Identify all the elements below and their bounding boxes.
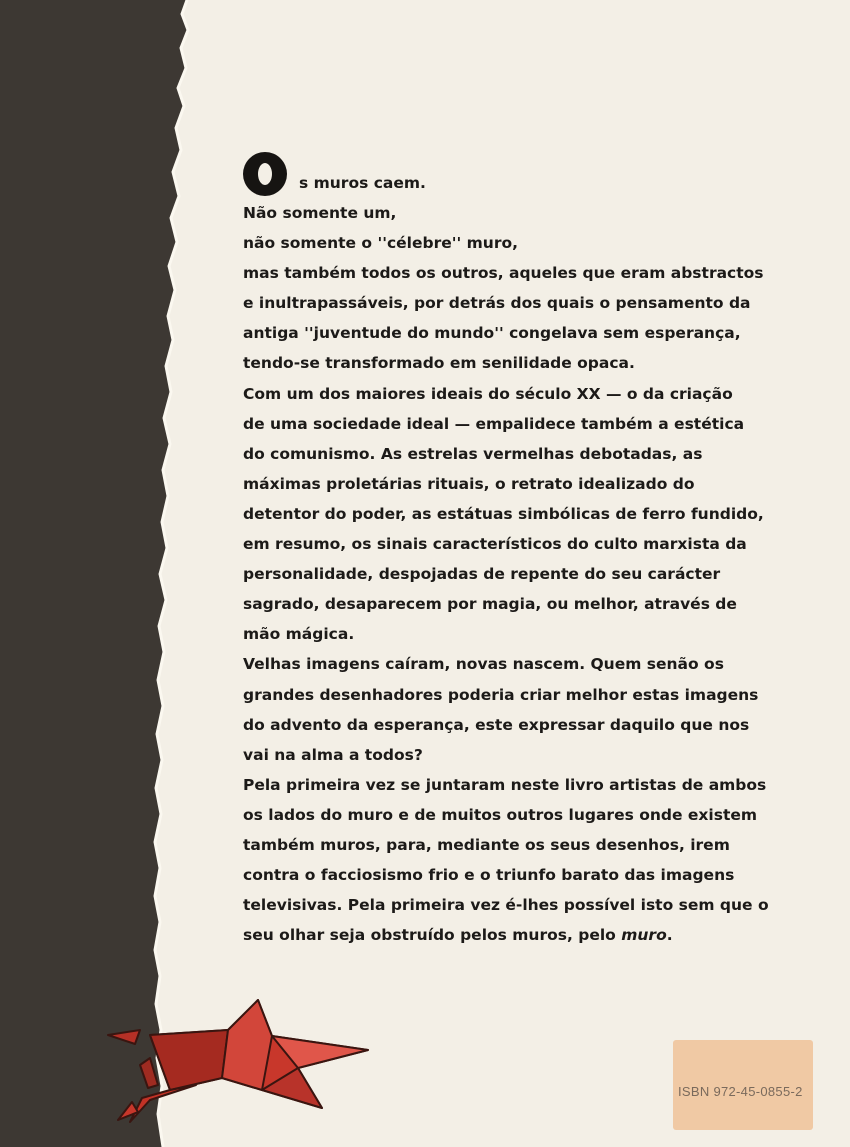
paragraph-lines (243, 198, 823, 920)
italic-muro: muro (621, 926, 667, 945)
text-line: personalidade, despojadas de repente do seu carácter (243, 565, 721, 584)
text-line: detentor do poder, as estátuas simbólicas de ferro fundido, (243, 504, 764, 523)
text-line: também muros, para, mediante os seus desenhos, irem (243, 835, 730, 854)
text-line: vai na alma a todos? (243, 745, 423, 764)
text-line: não somente o ''célebre'' muro, (243, 234, 518, 253)
text-line: mão mágica. (243, 625, 355, 644)
text-line: do comunismo. As estrelas vermelhas debotadas, as (243, 444, 703, 463)
text-line: de uma sociedade ideal — empalidece também a estética (243, 414, 745, 433)
text-line: máximas proletárias rituais, o retrato idealizado do (243, 474, 695, 493)
text-line: Velhas imagens caíram, novas nascem. Quem senão os (243, 655, 724, 674)
text-line: do advento da esperança, este expressar daquilo que nos (243, 715, 750, 734)
text-line: mas também todos os outros, aqueles que eram abstractos (243, 264, 764, 283)
text-line: Pela primeira vez se juntaram neste livro artistas de ambos (243, 775, 767, 794)
body-text (243, 140, 823, 950)
text-line: televisivas. Pela primeira vez é-lhes possível isto sem que o (243, 896, 769, 915)
text-line: os lados do muro e de muitos outros lugares onde existem (243, 805, 758, 824)
first-line-text: s muros caem. (299, 174, 426, 192)
text-line: e inultrapassáveis, por detrás dos quais o pensamento da (243, 294, 751, 313)
isbn-number: ISBN 972-45-0855-2 (678, 1084, 803, 1099)
text-line: grandes desenhadores poderia criar melhor estas imagens (243, 685, 759, 704)
text-line-last: seu olhar seja obstruído pelos muros, pelo muro. (243, 926, 673, 945)
text-line: tendo-se transformado em senilidade opaca. (243, 354, 635, 373)
text-line: Com um dos maiores ideais do século XX — o da criação (243, 384, 733, 403)
text-line: antiga ''juventude do mundo'' congelava sem esperança, (243, 324, 741, 343)
text-line: Não somente um, (243, 204, 397, 222)
text-line: sagrado, desaparecem por magia, ou melhor, através de (243, 595, 737, 614)
text-line: contra o facciosismo frio e o triunfo barato das imagens (243, 866, 735, 885)
opening-line (243, 140, 823, 198)
drop-cap-o-icon (243, 152, 287, 196)
text-line: em resumo, os sinais característicos do culto marxista da (243, 535, 747, 554)
